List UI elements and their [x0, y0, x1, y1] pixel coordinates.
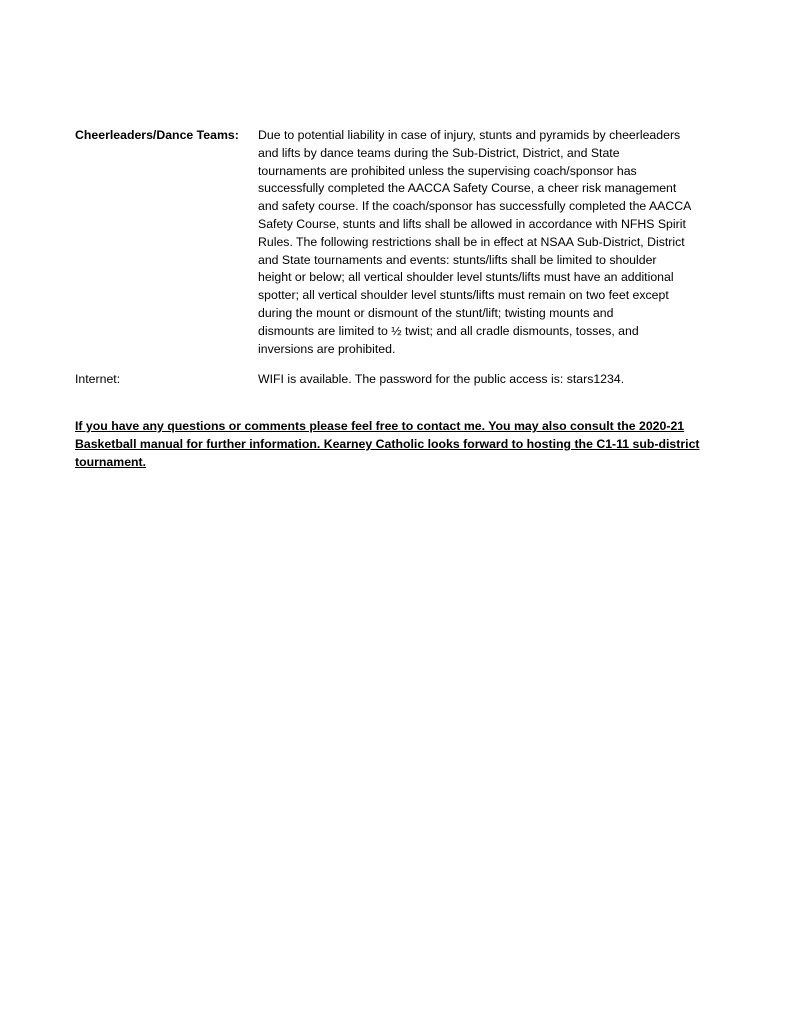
closing-line: tournament.	[75, 454, 147, 469]
body-line: dismounts are limited to ½ twist; and all cradle dismounts, tosses, and	[258, 323, 639, 338]
closing-line: Basketball manual for further information. Kearney Catholic looks forward to hosting the C1-11 sub-district	[75, 436, 700, 451]
body-line: and State tournaments and events: stunts/lifts shall be limited to shoulder	[258, 252, 657, 267]
body-line: height or below; all vertical shoulder level stunts/lifts must have an additional	[258, 270, 674, 285]
section-label: Internet:	[75, 372, 121, 386]
internet-section	[75, 371, 715, 389]
body-line: tournaments are prohibited unless the supervising coach/sponsor has	[258, 163, 637, 178]
section-label: Cheerleaders/Dance Teams:	[75, 128, 239, 142]
body-line: successfully completed the AACCA Safety Course, a cheer risk management	[258, 181, 677, 196]
section-body	[258, 371, 715, 389]
body-line: during the mount or dismount of the stunt/lift; twisting mounts and	[258, 305, 614, 320]
cheer-dance-section	[75, 127, 715, 358]
body-line: spotter; all vertical shoulder level stunts/lifts must remain on two feet except	[258, 288, 669, 303]
body-line: WIFI is available. The password for the public access is: stars1234.	[258, 372, 625, 386]
body-line: and lifts by dance teams during the Sub-District, District, and State	[258, 145, 620, 160]
closing-note	[75, 418, 715, 471]
body-line: inversions are prohibited.	[258, 341, 396, 356]
body-line: Rules. The following restrictions shall be in effect at NSAA Sub-District, District	[258, 234, 685, 249]
section-body	[258, 127, 715, 358]
closing-line: If you have any questions or comments please feel free to contact me. You may also consult the 2020-21	[75, 419, 685, 433]
body-line: and safety course. If the coach/sponsor has successfully completed the AACCA	[258, 199, 692, 214]
body-line: Safety Course, stunts and lifts shall be allowed in accordance with NFHS Spirit	[258, 216, 686, 231]
body-line: Due to potential liability in case of injury, stunts and pyramids by cheerleaders	[258, 128, 681, 142]
